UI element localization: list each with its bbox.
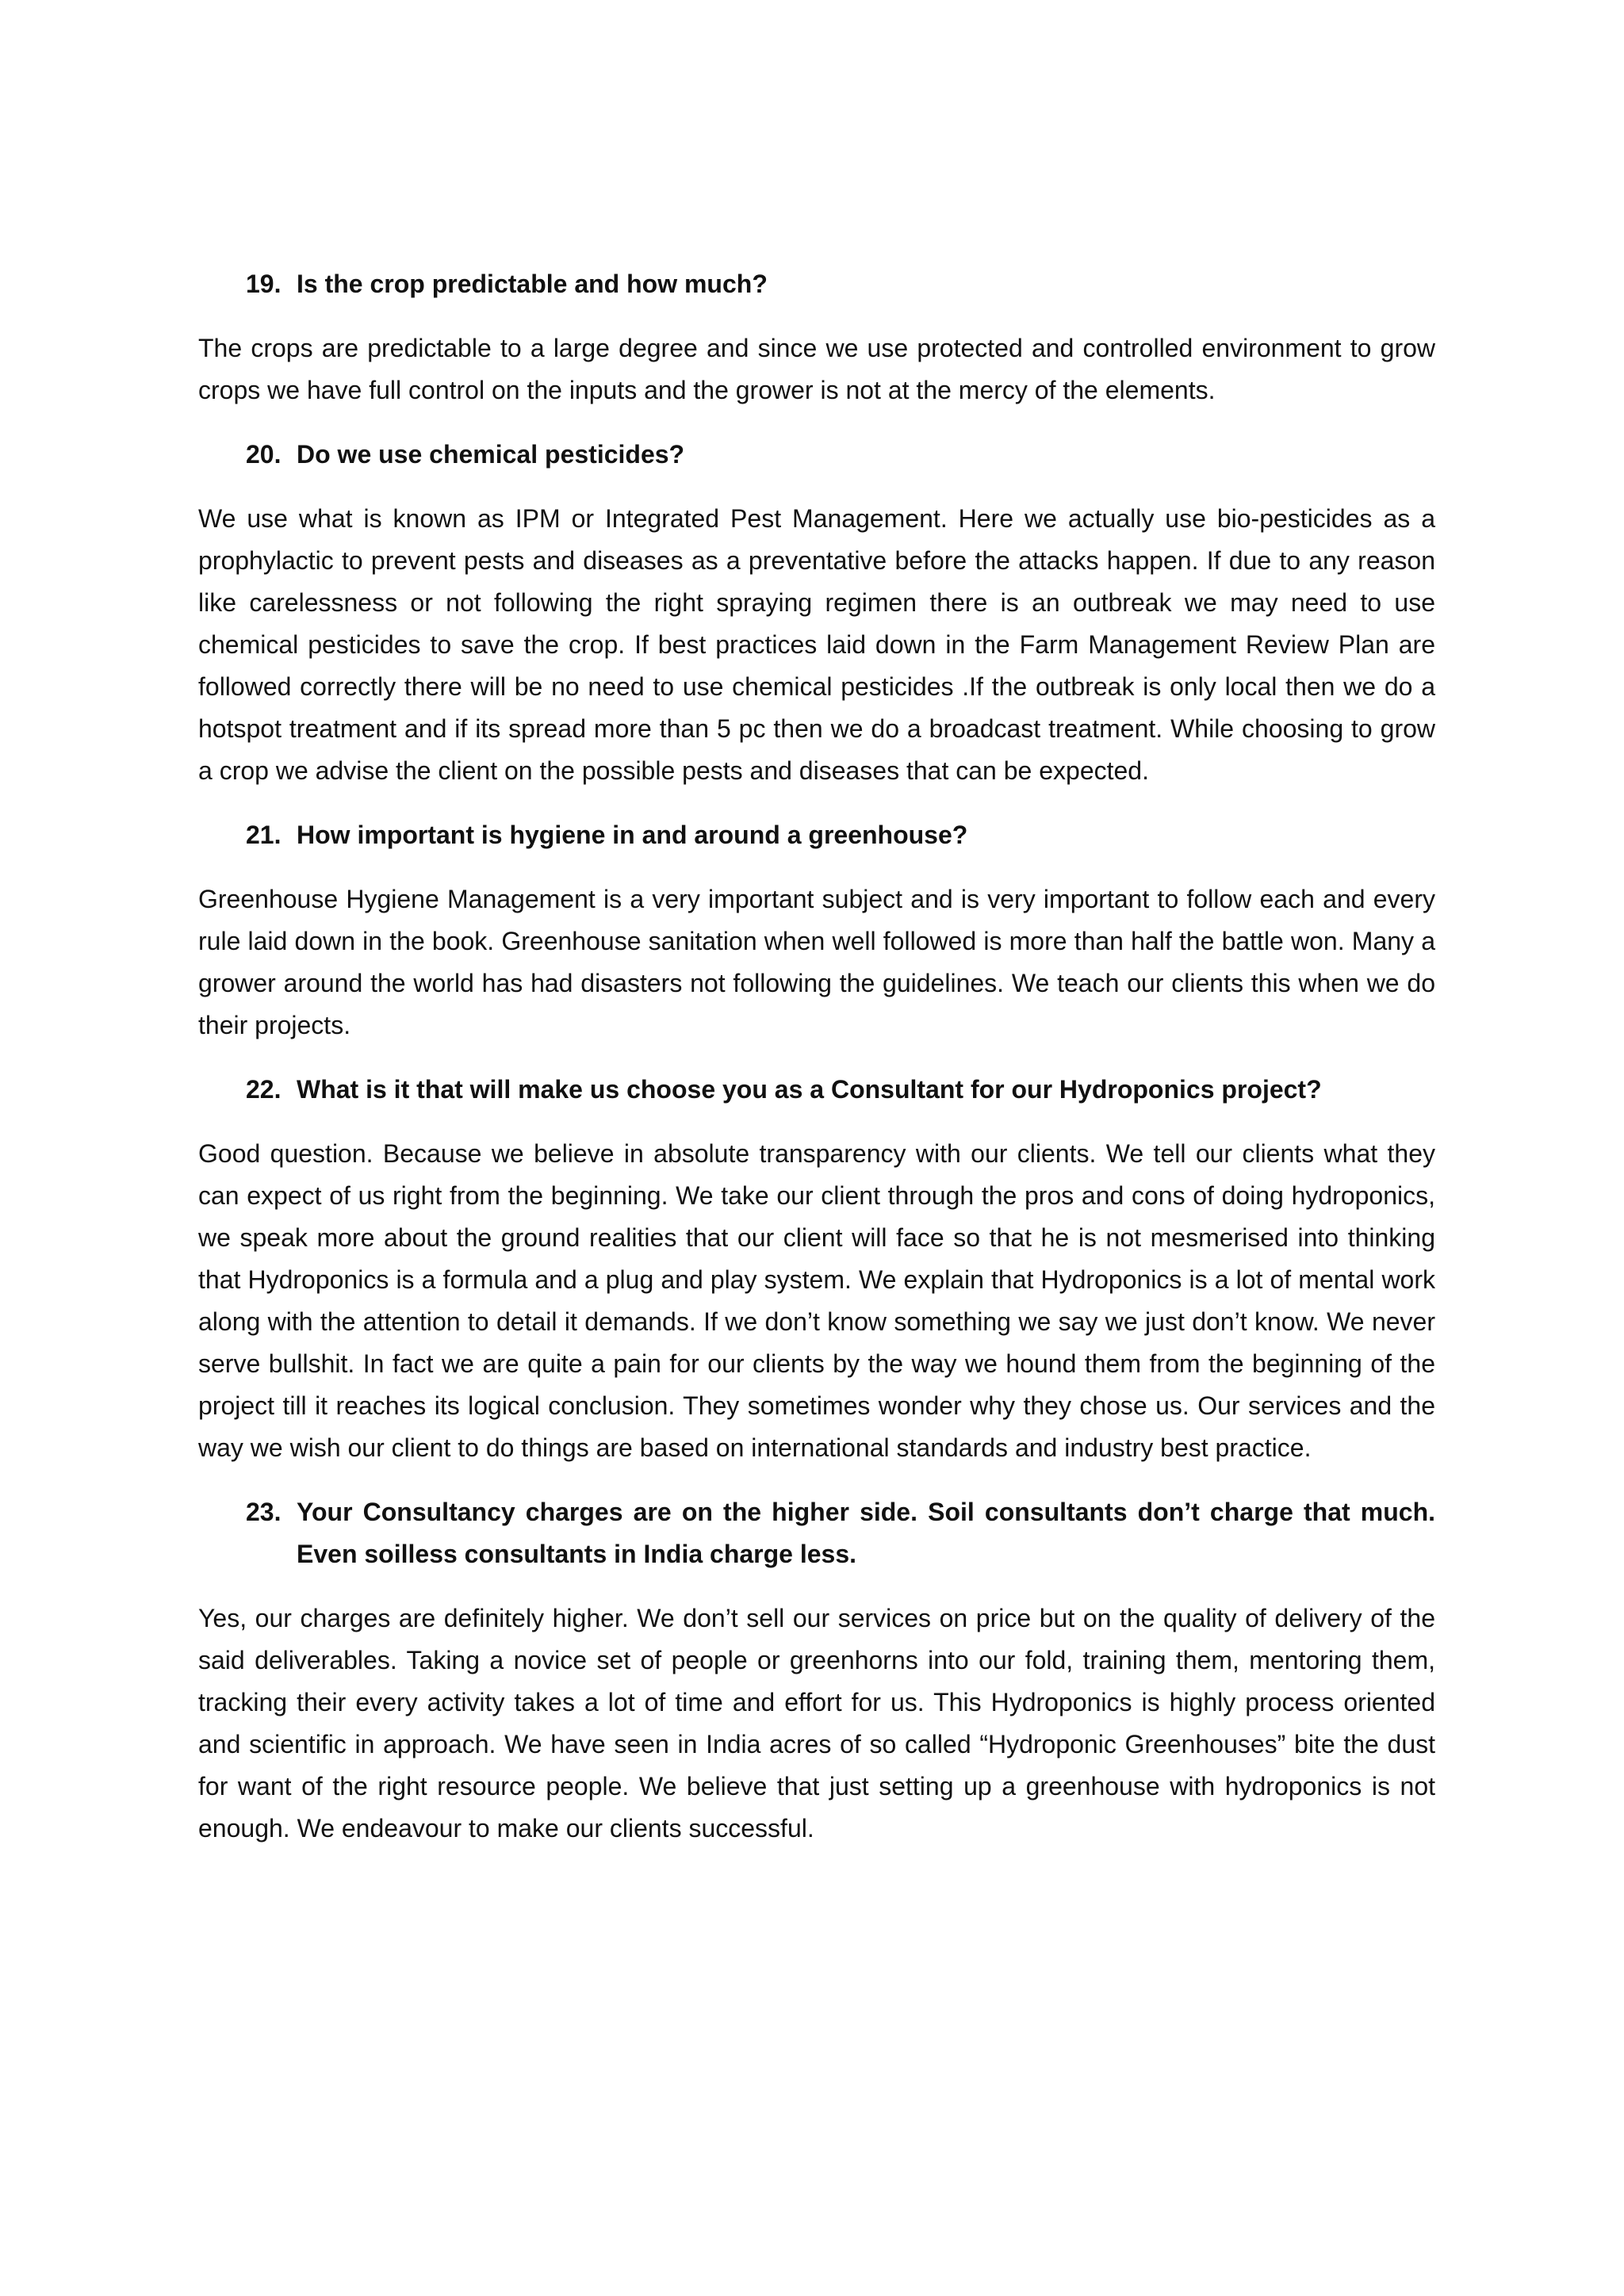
answer-paragraph: We use what is known as IPM or Integrated Pest Management. Here we actually use bio-pesticides as a prophylactic to prevent pests and diseases as a preventative before the attacks happen. If due to any reason like carelessness or not following the right spraying regimen there is an outbreak we may need to use chemical pesticides to save the crop. If best practices laid down in the Farm Management Review Plan are followed correctly there will be no need to use chemical pesticides .If the outbreak is only local then we do a hotspot treatment and if its spread more than 5 pc then we do a broadcast treatment. While choosing to grow a crop we advise the client on the possible pests and diseases that can be expected. <box>198 504 1435 785</box>
question-heading <box>246 814 1435 856</box>
question-heading <box>246 1491 1435 1575</box>
question-heading <box>246 434 1435 476</box>
answer-paragraph: The crops are predictable to a large degree and since we use protected and controlled environment to grow crops we have full control on the inputs and the grower is not at the mercy of the elements. <box>198 334 1435 404</box>
question-number: 23. <box>246 1498 282 1526</box>
question-heading <box>246 263 1435 305</box>
faq-item-21 <box>198 814 1435 1047</box>
question-text: Is the crop predictable and how much? <box>297 270 768 298</box>
faq-item-22 <box>198 1069 1435 1469</box>
question-text: Do we use chemical pesticides? <box>297 440 685 469</box>
question-number: 22. <box>246 1075 282 1104</box>
faq-item-23 <box>198 1491 1435 1850</box>
question-number: 21. <box>246 821 282 849</box>
faq-item-20 <box>198 434 1435 792</box>
answer-paragraph: Yes, our charges are definitely higher. We don’t sell our services on price but on the quality of delivery of the said deliverables. Taking a novice set of people or greenhorns into our fold, training them, mentoring them, tracking their every activity takes a lot of time and effort for us. This Hydroponics is highly process oriented and scientific in approach. We have seen in India acres of so called “Hydroponic Greenhouses” bite the dust for want of the right resource people. We believe that just setting up a greenhouse with hydroponics is not enough. We endeavour to make our clients successful. <box>198 1604 1435 1843</box>
document-page <box>198 263 1435 1872</box>
faq-item-19 <box>198 263 1435 411</box>
answer-paragraph: Good question. Because we believe in absolute transparency with our clients. We tell our clients what they can expect of us right from the beginning. We take our client through the pros and cons of doing hydroponics, we speak more about the ground realities that our client will face so that he is not mesmerised into thinking that Hydroponics is a formula and a plug and play system. We explain that Hydroponics is a lot of mental work along with the attention to detail it demands. If we don’t know something we say we just don’t know. We never serve bullshit. In fact we are quite a pain for our clients by the way we hound them from the beginning of the project till it reaches its logical conclusion. They sometimes wonder why they chose us. Our services and the way we wish our client to do things are based on international standards and industry best practice. <box>198 1139 1435 1462</box>
question-text: Your Consultancy charges are on the higher side. Soil consultants don’t charge that much. Even soilless consultants in India charge less. <box>297 1498 1435 1568</box>
question-heading <box>246 1069 1435 1111</box>
answer-paragraph: Greenhouse Hygiene Management is a very important subject and is very important to follow each and every rule laid down in the book. Greenhouse sanitation when well followed is more than half the battle won. Many a grower around the world has had disasters not following the guidelines. We teach our clients this when we do their projects. <box>198 885 1435 1039</box>
question-number: 19. <box>246 270 282 298</box>
question-number: 20. <box>246 440 282 469</box>
question-text: How important is hygiene in and around a greenhouse? <box>297 821 968 849</box>
question-text: What is it that will make us choose you as a Consultant for our Hydroponics project? <box>297 1075 1322 1104</box>
